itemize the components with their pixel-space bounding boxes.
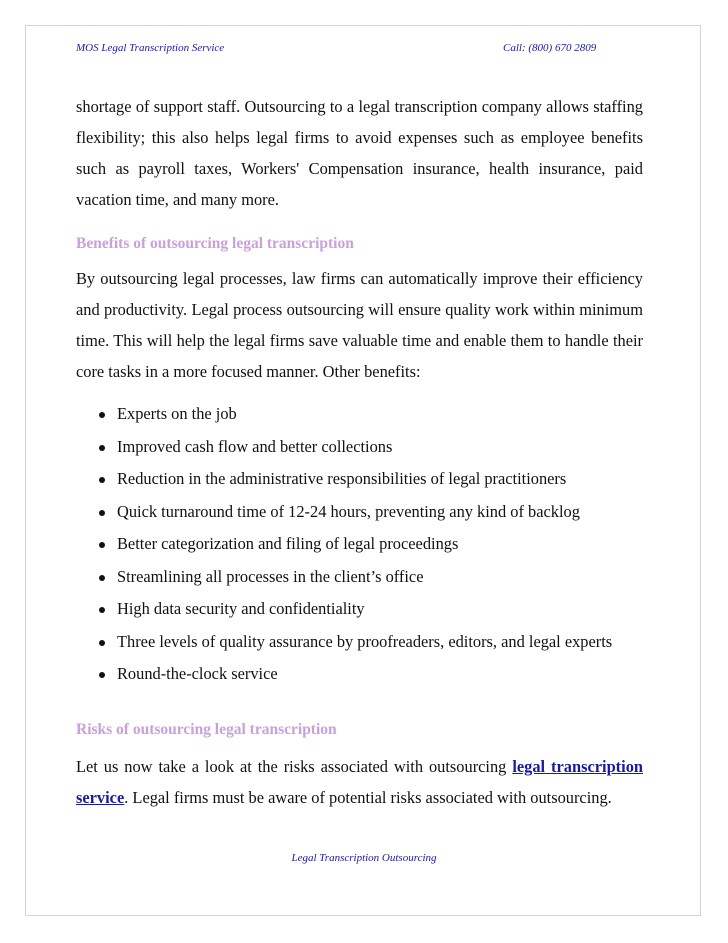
bullet-icon: [99, 510, 105, 516]
risks-text-before: Let us now take a look at the risks associated with outsourcing: [76, 756, 513, 776]
bullet-icon: [99, 575, 105, 581]
list-item-text: Quick turnaround time of 12-24 hours, preventing any kind of backlog: [117, 501, 580, 521]
list-item: [76, 402, 643, 435]
list-item-text: High data security and confidentiality: [117, 599, 365, 618]
list-item: [76, 565, 643, 598]
intro-paragraph: shortage of support staff. Outsourcing to a legal transcription company allows staffing flexibility; this also helps legal firms to avoid expenses such as employee benefits such as payroll taxes, Workers' Compensation insurance, health insurance, paid vacation time, and many more.: [76, 97, 643, 209]
bullet-icon: [99, 672, 105, 678]
list-item-text: Three levels of quality assurance by proofreaders, editors, and legal experts: [117, 631, 613, 651]
list-item-text: Streamlining all processes in the client’s office: [117, 566, 424, 586]
bullet-icon: [99, 477, 105, 483]
list-item-text: Round-the-clock service: [117, 664, 278, 683]
benefits-list: [76, 402, 643, 695]
legal-transcription-service-link[interactable]: legal transcription service: [76, 756, 644, 807]
list-item-text: Improved cash flow and better collections: [117, 436, 393, 456]
risks-text-after: . Legal firms must be aware of potential risks associated with outsourcing.: [124, 787, 612, 807]
list-item: [76, 662, 643, 695]
list-item: [76, 532, 643, 565]
page-header: [76, 42, 642, 60]
bullet-icon: [99, 412, 105, 418]
bullet-icon: [99, 445, 105, 451]
list-item-text: Better categorization and filing of legal proceedings: [117, 534, 459, 553]
header-company-name: MOS Legal Transcription Service: [76, 42, 225, 54]
list-item: [76, 630, 643, 663]
list-item: [76, 597, 643, 630]
page-footer: Legal Transcription Outsourcing: [291, 852, 437, 864]
list-item-text: Reduction in the administrative responsibilities of legal practitioners: [117, 469, 567, 488]
bullet-icon: [99, 607, 105, 613]
list-item-text: Experts on the job: [117, 404, 237, 423]
bullet-icon: [99, 640, 105, 646]
list-item: [76, 435, 643, 468]
header-phone: Call: (800) 670 2809: [503, 42, 597, 54]
risks-paragraph: [76, 751, 643, 813]
benefits-paragraph: By outsourcing legal processes, law firms can automatically improve their efficiency and productivity. Legal process outsourcing will ensure quality work within minimum time. This will help the legal firms save valuable time and enable them to handle their core tasks in a more focused manner. Other benefits:: [76, 269, 643, 381]
document-body: [76, 91, 643, 813]
benefits-heading: Benefits of outsourcing legal transcription: [76, 235, 354, 252]
list-item: [76, 467, 643, 500]
list-item: [76, 500, 643, 533]
bullet-icon: [99, 542, 105, 548]
risks-heading: Risks of outsourcing legal transcription: [76, 720, 337, 738]
